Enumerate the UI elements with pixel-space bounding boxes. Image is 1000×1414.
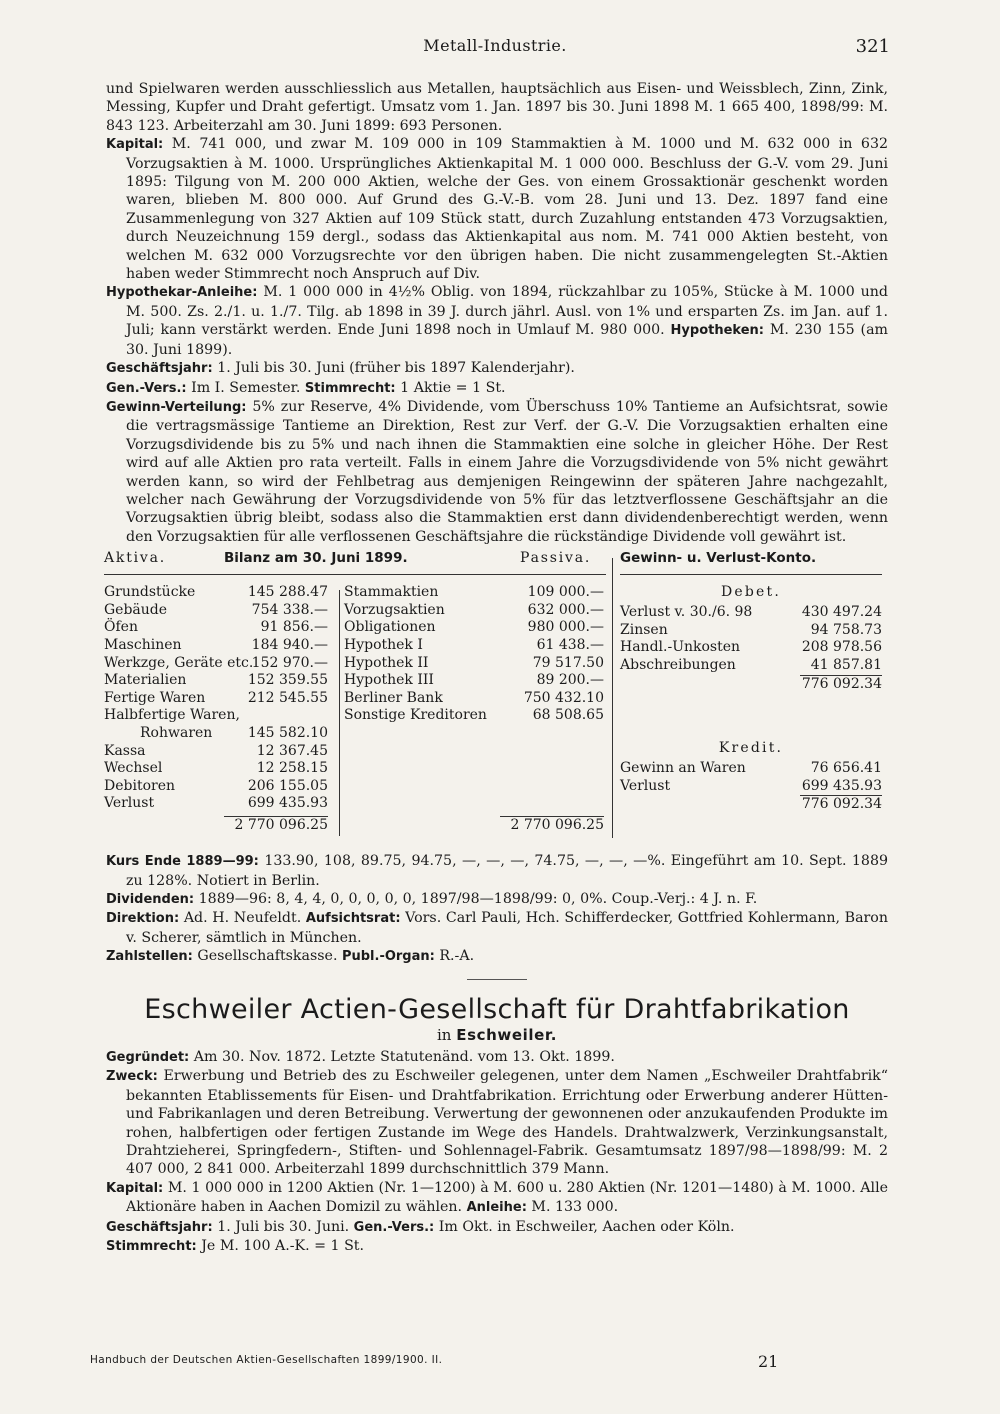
section-text: 1. Juli bis 30. Juni (früher bis 1897 Kalenderjahr). bbox=[217, 360, 575, 377]
row-name: Kassa bbox=[104, 742, 146, 759]
row-name: Maschinen bbox=[104, 636, 182, 653]
table-row bbox=[104, 672, 328, 690]
section-label: Zweck: bbox=[106, 1069, 158, 1085]
running-title: Metall-Industrie. bbox=[423, 36, 567, 55]
section-label: Kapital: bbox=[106, 1180, 164, 1196]
section-text: Ad. H. Neufeldt. bbox=[183, 910, 302, 927]
section-label: Aufsichtsrat: bbox=[305, 911, 401, 927]
table-row bbox=[104, 655, 328, 673]
company-location bbox=[106, 1026, 888, 1044]
passiva-column bbox=[344, 584, 604, 725]
intro-paragraph: und Spielwaren werden ausschliesslich aus Metallen, hauptsächlich aus Eisen- und Weissblech, Zinn, Zink, Messing, Kupfer und Draht gefertigt. Umsatz vom 1. Jan. 1897 bis 30. Juni 1898 M. 1 665 400, 1898/99: M. 843 123. Arbeiterzahl am 30. Juni 1899: 693 Personen. bbox=[106, 81, 888, 134]
section-label: Dividenden: bbox=[106, 891, 195, 907]
section-label: Geschäftsjahr: bbox=[106, 361, 213, 377]
row-name: Zinsen bbox=[620, 621, 668, 638]
table-row bbox=[344, 655, 604, 673]
section-label: Kurs Ende 1889—99: bbox=[106, 854, 259, 870]
debet-total: 776 092.34 bbox=[801, 675, 882, 692]
row-name: Rohwaren bbox=[140, 724, 213, 741]
row-name: Hypothek III bbox=[344, 672, 434, 689]
section-kapital bbox=[106, 135, 888, 283]
section-text: Im Okt. in Eschweiler, Aachen oder Köln. bbox=[438, 1218, 735, 1235]
balance-title: Bilanz am 30. Juni 1899. bbox=[224, 550, 408, 567]
location-name: Eschweiler. bbox=[456, 1025, 558, 1044]
section-text: 1 Aktie = 1 St. bbox=[400, 379, 506, 396]
section-text: M. 133 000. bbox=[531, 1199, 619, 1216]
table-row bbox=[344, 672, 604, 690]
row-value: 145 288.47 bbox=[247, 584, 328, 601]
table-row bbox=[344, 584, 604, 602]
section-text: 5% zur Reserve, 4% Dividende, vom Überschuss 10% Tantieme an Aufsichtsrat, sowie die vertragsmässige Tantieme an Direktion, Rest zur Verf. der G.-V. Die Vorzugsaktien erhalten eine Vorzugsdividende bis zu 5% und nach ihnen die Stammaktien eine solche in gleicher Höhe. Der Rest wird auf alle Aktien pro rata verteilt. Falls in einem Jahre die Vorzugsdividende von 5% nicht gewährt werden kann, so wird der Fehlbetrag aus demjenigen Reingewinn der späteren Jahre nachgezahlt, welcher nach Gewährung der Vorzugsdividende von 5% für das letztverflossene Geschäftsjahr an die Vorzugsaktien übrig bleibt, sodass also die Stammaktien erst dann dividendenberechtigt werden, wenn den Vorzugsaktien für alle verflossenen Geschäftsjahre die rückständige Dividende voll gewährt ist. bbox=[126, 398, 888, 545]
row-value: 212 545.55 bbox=[247, 689, 328, 706]
table-row bbox=[104, 760, 328, 778]
row-name: Fertige Waren bbox=[104, 689, 206, 706]
row-name: Stammaktien bbox=[344, 584, 439, 601]
table-row bbox=[104, 584, 328, 602]
row-name: Werkzge, Geräte etc. bbox=[104, 654, 254, 671]
section-label: Stimmrecht: bbox=[106, 1239, 197, 1255]
section-gegruendet bbox=[106, 1048, 888, 1067]
passiva-label: Passiva. bbox=[520, 550, 592, 567]
row-value: 699 435.93 bbox=[247, 795, 328, 812]
table-row bbox=[344, 637, 604, 655]
row-name: Handl.-Unkosten bbox=[620, 639, 741, 656]
row-value: 184 940.— bbox=[251, 636, 328, 653]
section-label: Anleihe: bbox=[466, 1200, 527, 1216]
row-name: Debitoren bbox=[104, 777, 175, 794]
table-row bbox=[104, 707, 328, 725]
section-geschaeftsjahr bbox=[106, 359, 888, 378]
gvk-title: Gewinn- u. Verlust-Konto. bbox=[620, 550, 817, 567]
row-value: 152 970.— bbox=[251, 654, 328, 671]
row-name: Obligationen bbox=[344, 619, 436, 636]
table-row bbox=[104, 725, 328, 743]
kredit-total-row bbox=[800, 795, 882, 813]
row-value: 12 258.15 bbox=[256, 760, 328, 777]
signature-mark: 21 bbox=[758, 1352, 779, 1371]
section-kurs bbox=[106, 852, 888, 890]
section-label: Kapital: bbox=[106, 137, 164, 153]
location-prefix: in bbox=[436, 1025, 452, 1044]
row-value: 61 438.— bbox=[536, 636, 604, 653]
section-label: Publ.-Organ: bbox=[341, 949, 435, 965]
section-label: Gegründet: bbox=[106, 1050, 190, 1065]
section-text: R.-A. bbox=[439, 948, 475, 965]
header-rule bbox=[620, 574, 882, 575]
section-text: Vors. Carl Pauli, Hch. Schifferdecker, Gottfried Kohlermann, Baron v. Scherer, sämtlich in München. bbox=[126, 910, 888, 946]
row-value: 145 582.10 bbox=[247, 724, 328, 741]
section-label: Gewinn-Verteilung: bbox=[106, 399, 247, 415]
table-row bbox=[620, 760, 882, 778]
row-value: 68 508.65 bbox=[532, 707, 604, 724]
table-row bbox=[344, 619, 604, 637]
section-kapital-2 bbox=[106, 1179, 888, 1218]
row-value: 41 857.81 bbox=[810, 656, 882, 673]
balance-sheet bbox=[104, 550, 888, 852]
row-value: 632 000.— bbox=[527, 601, 604, 618]
row-value: 152 359.55 bbox=[247, 672, 328, 689]
page-header bbox=[100, 36, 890, 60]
row-name: Gewinn an Waren bbox=[620, 760, 746, 777]
row-name: Halbfertige Waren, bbox=[104, 707, 240, 724]
section-text: 1. Juli bis 30. Juni. bbox=[217, 1218, 350, 1235]
row-name: Verlust bbox=[620, 777, 671, 794]
kredit-total: 776 092.34 bbox=[801, 796, 882, 813]
table-row bbox=[104, 743, 328, 761]
section-text: Gesellschaftskasse. bbox=[197, 948, 338, 965]
column-rule bbox=[612, 558, 613, 838]
table-row bbox=[104, 619, 328, 637]
row-value: 79 517.50 bbox=[532, 654, 604, 671]
row-value: 12 367.45 bbox=[256, 742, 328, 759]
main-text bbox=[106, 80, 888, 1256]
row-name: Verlust bbox=[104, 795, 155, 812]
section-label: Hypothekar-Anleihe: bbox=[106, 285, 258, 301]
section-label: Zahlstellen: bbox=[106, 949, 193, 965]
row-value: 754 338.— bbox=[251, 601, 328, 618]
aktiva-label: Aktiva. bbox=[104, 550, 167, 567]
table-row bbox=[344, 602, 604, 620]
row-value: 91 856.— bbox=[260, 619, 328, 636]
row-name: Sonstige Kreditoren bbox=[344, 707, 487, 724]
table-row bbox=[104, 602, 328, 620]
section-text: M. 1 000 000 in 4½% Oblig. von 1894, rückzahlbar zu 105%, Stücke à M. 1000 und M. 500. Zs. 2./1. u. 1./7. Tilg. ab 1898 in 39 J. durch jährl. Ausl. von 1% und ersparten Zs. im Jan. auf 1. Juli; kann verstärkt werden. Ende Juni 1898 noch in Umlauf M. 980 000. bbox=[126, 284, 888, 339]
column-rule bbox=[339, 590, 340, 836]
section-label: Geschäftsjahr: bbox=[106, 1219, 213, 1235]
section-text: M. 741 000, und zwar M. 109 000 in 109 Stammaktien à M. 1000 und M. 632 000 in 632 Vorzugsaktien à M. 1000. Ursprüngliches Aktienkapital M. 1 000 000. Beschluss der G.-V. vom 29. Juni 1895: Tilgung von M. 200 000 Aktien, welche der Ges. von einem Grossaktionär geschenkt worden waren, blieben M. 800 000. Auf Grund des G.-V.-B. vom 28. Juni und 13. Dez. 1897 fand eine Zusammenlegung von 327 Aktien auf 109 Stück statt, durch Zuzahlung entstanden 473 Vorzugsaktien, durch Neuzeichnung 159 dergl., sodass das Aktienkapital aus nom. M. 741 000 Aktien besteht, von welchen M. 632 000 Vorzugsrechte vor den übrigen haben. Die nicht zusammengelegten St.-Aktien haben weder Stimmrecht noch Anspruch auf Div. bbox=[126, 136, 888, 283]
section-text: M. 1 000 000 in 1200 Aktien (Nr. 1—1200) à M. 600 u. 280 Aktien (Nr. 1201—1480) à M. 1000. Alle Aktionäre haben in Aachen Domizil zu wählen. bbox=[126, 1179, 888, 1216]
section-label: Stimmrecht: bbox=[304, 380, 396, 396]
row-name: Gebäude bbox=[104, 601, 168, 618]
gvk-column bbox=[620, 584, 882, 813]
debet-total-row bbox=[800, 675, 882, 693]
section-geschaeftsjahr-2 bbox=[106, 1218, 888, 1237]
section-text: Je M. 100 A.-K. = 1 St. bbox=[201, 1238, 365, 1255]
row-value: 89 200.— bbox=[536, 672, 604, 689]
aktiva-column bbox=[104, 584, 328, 813]
row-name: Vorzugsaktien bbox=[344, 601, 445, 618]
row-name: Hypothek I bbox=[344, 636, 423, 653]
section-gewinn-verteilung bbox=[106, 398, 888, 546]
table-row bbox=[620, 778, 882, 796]
section-zahlstellen bbox=[106, 947, 888, 966]
row-value: 750 432.10 bbox=[523, 689, 604, 706]
kredit-label: Kredit. bbox=[718, 740, 784, 757]
debet-label: Debet. bbox=[720, 584, 782, 601]
section-label: Gen.-Vers.: bbox=[353, 1219, 435, 1235]
row-name: Öfen bbox=[104, 619, 138, 636]
row-value: 699 435.93 bbox=[801, 777, 882, 794]
row-name: Materialien bbox=[104, 672, 187, 689]
row-value: 76 656.41 bbox=[810, 760, 882, 777]
company-heading: Eschweiler Actien-Gesellschaft für Drahtfabrikation bbox=[144, 993, 850, 1025]
section-label: Gen.-Vers.: bbox=[106, 380, 187, 396]
row-name: Abschreibungen bbox=[620, 656, 736, 673]
section-zweck bbox=[106, 1067, 888, 1178]
row-name: Wechsel bbox=[104, 760, 163, 777]
section-text: Im I. Semester. bbox=[191, 379, 301, 396]
table-row bbox=[344, 707, 604, 725]
table-row bbox=[104, 778, 328, 796]
section-divider bbox=[467, 979, 527, 980]
section-gen-vers bbox=[106, 379, 888, 398]
row-value: 109 000.— bbox=[527, 584, 604, 601]
table-row bbox=[620, 604, 882, 622]
section-dividenden bbox=[106, 890, 888, 909]
section-label: Direktion: bbox=[106, 911, 180, 927]
row-value: 94 758.73 bbox=[810, 621, 882, 638]
page-footer: Handbuch der Deutschen Aktien-Gesellschaften 1899/1900. II. bbox=[90, 1354, 443, 1366]
table-row bbox=[620, 622, 882, 640]
section-stimmrecht-2 bbox=[106, 1237, 888, 1256]
row-value: 430 497.24 bbox=[801, 604, 882, 621]
row-value: 208 978.56 bbox=[801, 639, 882, 656]
section-text: 133.90, 108, 89.75, 94.75, —, —, —, 74.75, —, —, —%. Eingeführt am 10. Sept. 1889 zu 128%. Notiert in Berlin. bbox=[126, 853, 889, 889]
table-row bbox=[104, 795, 328, 813]
section-label: Hypotheken: bbox=[670, 323, 764, 339]
header-rule bbox=[104, 574, 606, 575]
passiva-total: 2 770 096.25 bbox=[500, 816, 604, 835]
section-text: 1889—96: 8, 4, 4, 0, 0, 0, 0, 0, 1897/98—1898/99: 0, 0%. Coup.-Verj.: 4 J. n. F. bbox=[198, 890, 758, 907]
section-anleihe bbox=[106, 283, 888, 359]
table-row bbox=[104, 637, 328, 655]
post-balance-text bbox=[106, 852, 888, 1256]
row-value: 206 155.05 bbox=[247, 777, 328, 794]
table-row bbox=[344, 690, 604, 708]
section-direktion bbox=[106, 909, 888, 947]
row-value: 980 000.— bbox=[527, 619, 604, 636]
spacer bbox=[620, 692, 882, 740]
row-name: Berliner Bank bbox=[344, 689, 443, 706]
section-text: Am 30. Nov. 1872. Letzte Statutenänd. vom 13. Okt. 1899. bbox=[193, 1049, 615, 1065]
row-name: Grundstücke bbox=[104, 584, 196, 601]
row-name: Verlust v. 30./6. 98 bbox=[620, 604, 753, 621]
table-row bbox=[620, 639, 882, 657]
section-text: M. 230 155 (am 30. Juni 1899). bbox=[126, 322, 888, 358]
table-row bbox=[104, 690, 328, 708]
table-row bbox=[620, 657, 882, 675]
row-name: Hypothek II bbox=[344, 654, 429, 671]
aktiva-total: 2 770 096.25 bbox=[224, 816, 328, 835]
section-text: Erwerbung und Betrieb des zu Eschweiler gelegenen, unter dem Namen „Eschweiler Drahtfabrik“ bekannten Etablissements für Eisen- und Drahtfabrikation. Errichtung oder Erwerbung anderer Hütten- und Fabrikanlagen und deren Betreibung. Verwertung der gewonnenen oder anzukaufenden Produkte im rohen, halbfertigen oder fertigen Zustande im Wege des Handels. Drahtwalzwerk, Verzinkungsanstalt, Drahtzieherei, Springfedern-, Stiften- und Sohlennagel-Fabrik. Gesamtumsatz 1897/98—1898/99: M. 2 407 000, 2 841 000. Arbeiterzahl 1899 durchschnittlich 379 Mann. bbox=[126, 1068, 888, 1178]
page-number: 321 bbox=[855, 36, 890, 57]
